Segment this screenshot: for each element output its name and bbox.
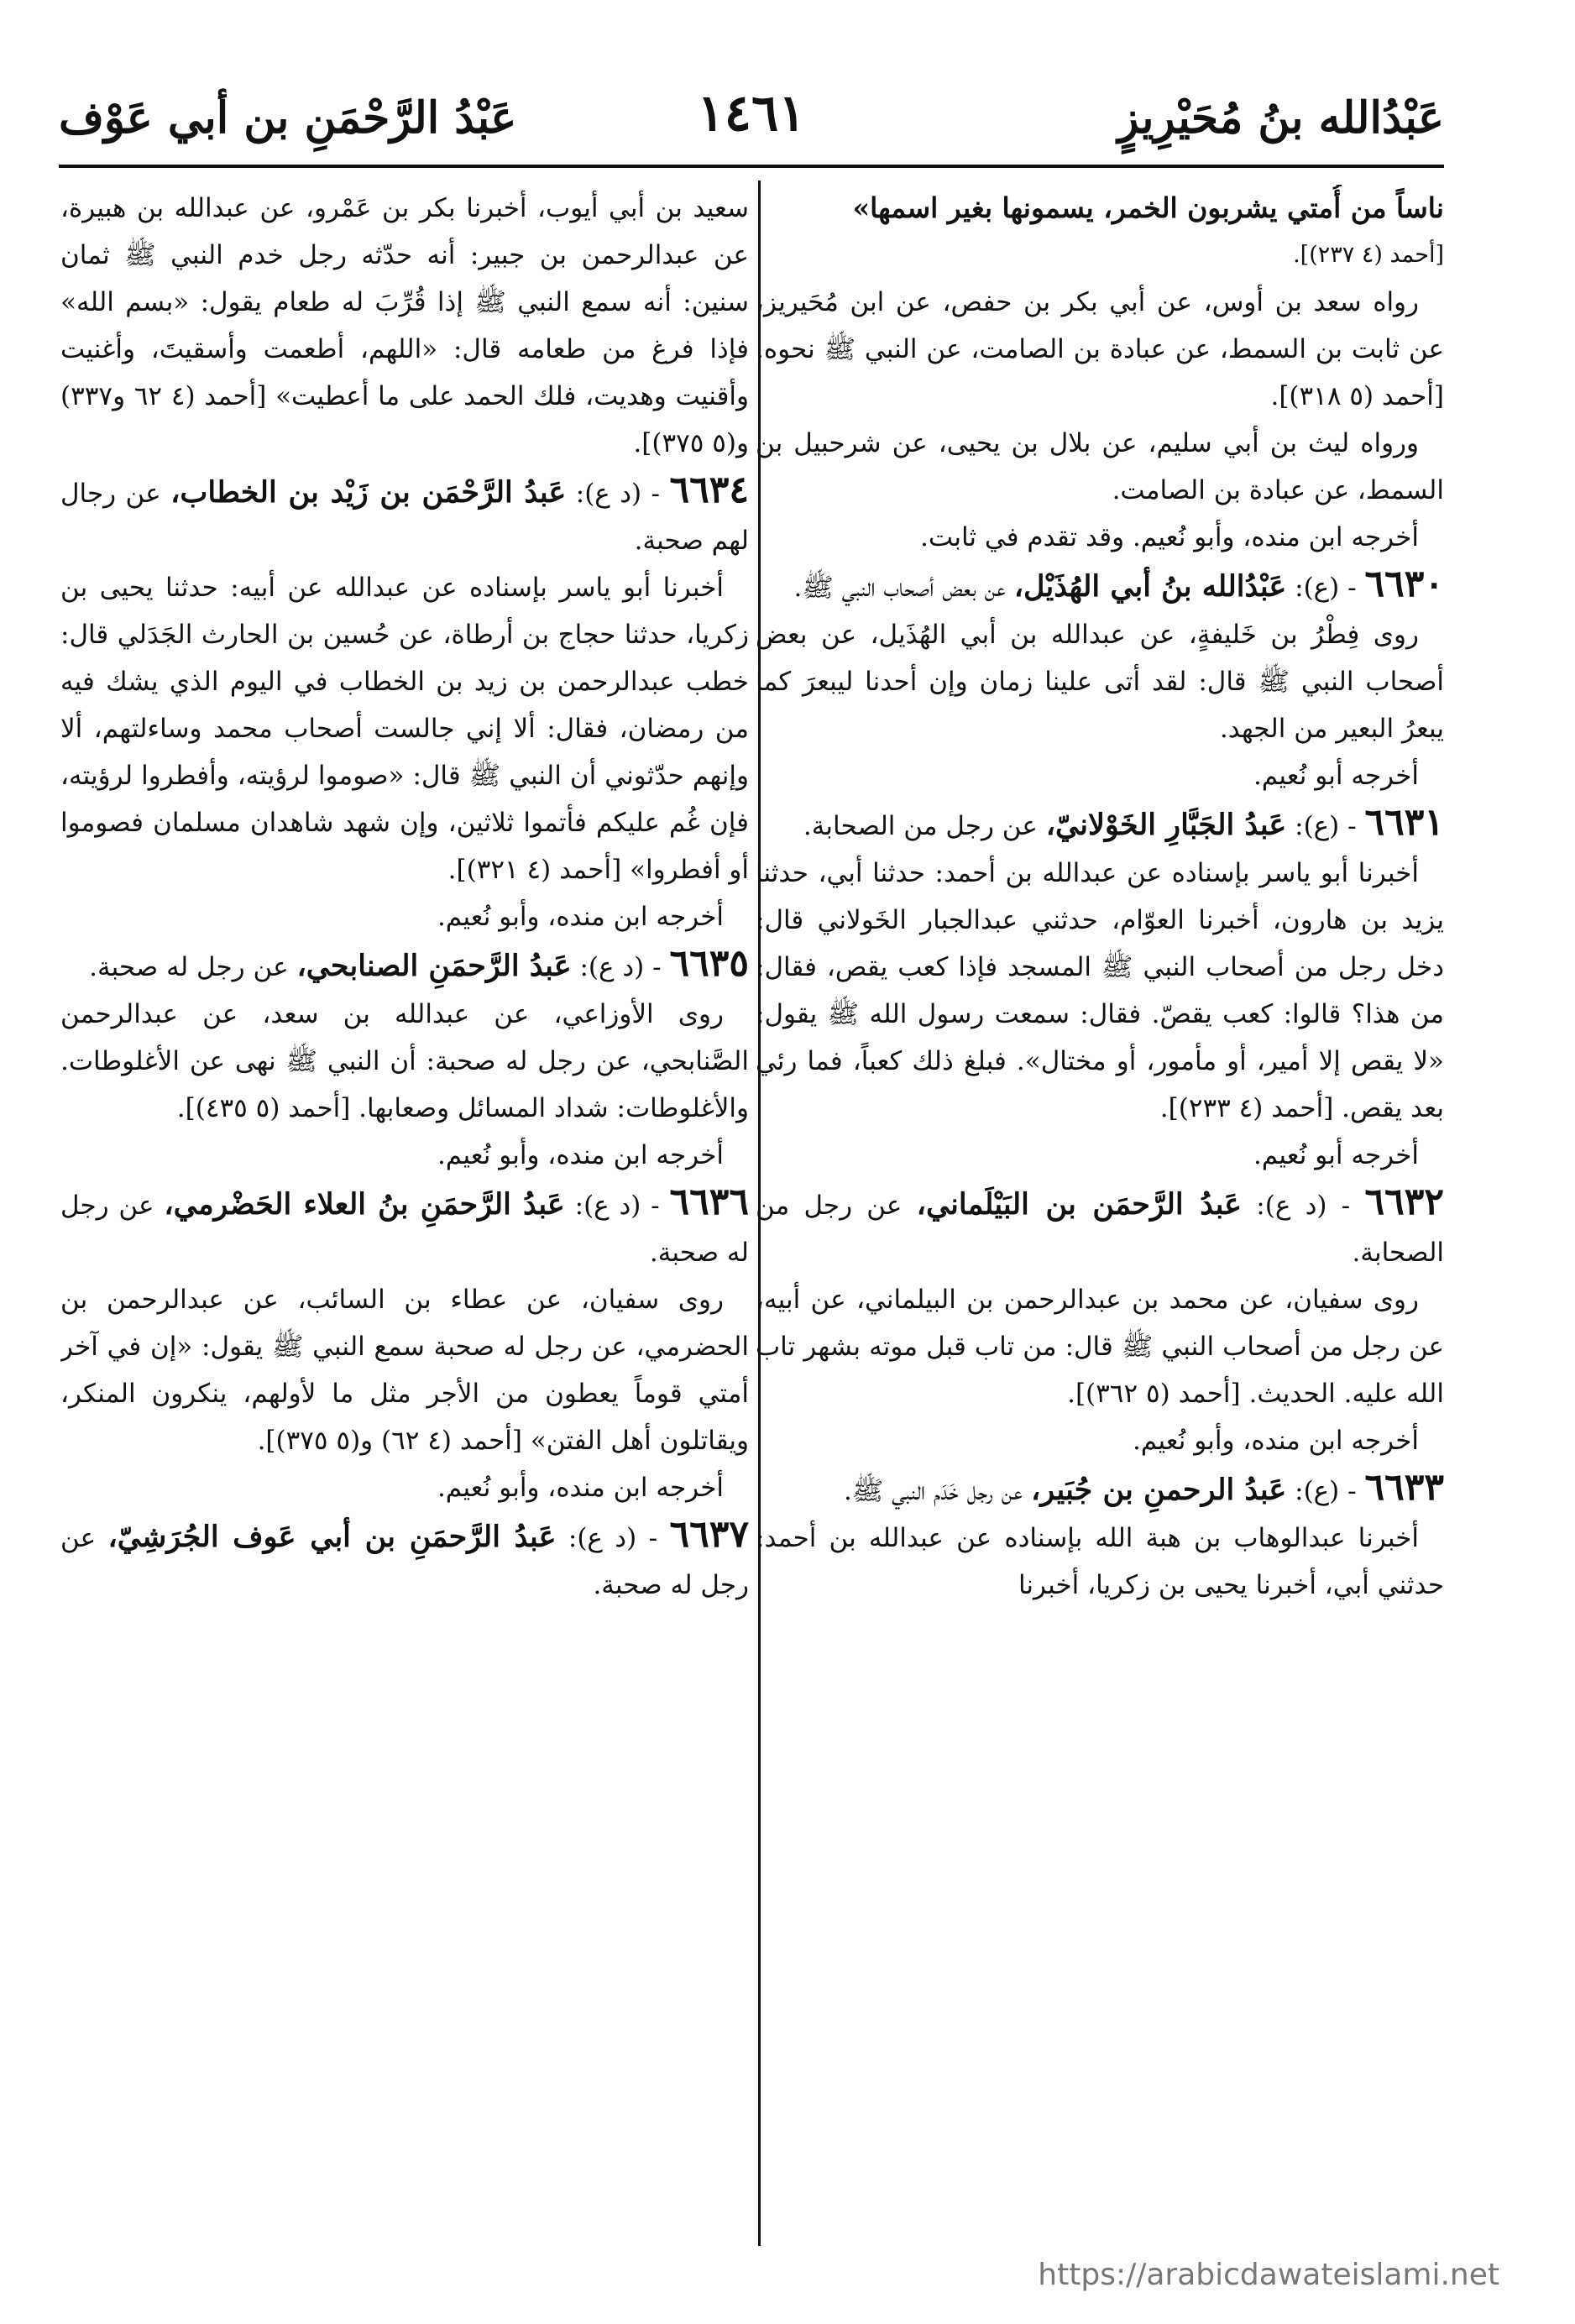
text-paragraph: [أحمد (٤ ٢٣٧)]. [1293,242,1444,268]
entry-description: عن رجل من الصحابة. [756,1191,1444,1268]
entry-name: عَبْدُالله بنُ أبي الهُذَيْل، [1013,569,1287,604]
text-paragraph: رواه سعد بن أوس، عن أبي بكر بن حفص، عن ابن مُحَيريز، عن ثابت بن السمط، عن عبادة بن الصامت، عن النبي ﷺ نحوه. [أحمد (٥ ٣١٨)]. [756,287,1444,411]
header-rule [59,165,1444,168]
entry-heading [756,1464,1444,1515]
text-paragraph: أخرجه ابن منده، وأبو نُعيم. [437,902,724,932]
entry-description: عن رجل له صحبة. [60,1191,749,1268]
text-paragraph: أخرجه ابن منده، وأبو نُعيم. وقد تقدم في ثابت. [920,522,1419,552]
entry-name: عَبدُ الرَّحمَنِ الصنابحي، [296,949,572,983]
entry-number: ٦٦٣٢ [1364,1180,1444,1223]
text-paragraph: أخبرنا عبدالوهاب بن هبة الله بإسناده عن عبدالله بن أحمد: حدثني أبي، أخبرنا يحيى بن زكريا، أخبرنا [756,1523,1444,1600]
text-paragraph: أخرجه ابن منده، وأبو نُعيم. [437,1140,724,1170]
text-paragraph: أخبرنا أبو ياسر بإسناده عن عبدالله عن أبيه: حدثنا يحيى بن زكريا، حدثنا حجاج بن أرطاة، عن حُسين بن الحارث الجَدَلي قال: خطب عبدالرحمن بن زيد بن الخطاب في اليوم الذي يشك فيه من رمضان، فقال: ألا إني جالست أصحاب محمد وساءلتهم، ألا وإنهم حدّثوني أن النبي ﷺ قال: «صوموا لرؤيته، وأفطروا لرؤيته، فإن غُم عليكم فأتموا ثلاثين، وإن شهد شاهدان مسلمان فصوموا أو أفطروا» [أحمد (٤ ٣٢١)]. [60,573,749,885]
entry-source-code: - (ع): [1295,1476,1357,1506]
entry-heading [756,1179,1444,1276]
entry-source-code: - (د ع): [579,952,662,982]
entry-source-code: - (ع): [1295,573,1357,603]
text-paragraph: روى فِطْرُ بن خَليفةٍ، عن عبدالله بن أبي الهُذَيل، عن بعض أصحاب النبي ﷺ قال: لقد أتى علينا زمان وإن أحدنا ليبعرَ كما يبعرُ البعير من الجهد. [756,620,1444,744]
entry-number: ٦٦٣٠ [1364,563,1444,605]
text-paragraph: أخرجه ابن منده، وأبو نُعيم. [437,1473,724,1503]
entry-name: عَبدُ الرحمنِ بن جُبَير، [1030,1473,1287,1507]
entry-heading [60,1511,749,1609]
entry-number: ٦٦٣٣ [1364,1466,1444,1509]
entry-number: ٦٦٣٥ [669,942,749,985]
entry-source-code: - (د ع): [1256,1191,1351,1221]
text-paragraph: روى سفيان، عن عطاء بن السائب، عن عبدالرحمن بن الحضرمي، عن رجل له صحبة سمع النبي ﷺ يقول: «إن في آخر أمتي قوماً يعطون من الأجر مثل ما لأولهم، ينكرون المنكر، ويقاتلون أهل الفتن» [أحمد (٤ ٦٢) و(٥ ٣٧٥)]. [60,1285,749,1456]
entry-name: عَبدُ الرَّحْمَن بن زَيْد بن الخطاب، [170,475,567,510]
text-paragraph: أخبرنا أبو ياسر بإسناده عن عبدالله بن أحمد: حدثنا أبي، حدثنا يزيد بن هارون، أخبرنا العوّام، حدثني عبدالجبار الخَولاني قال: دخل رجل من أصحاب النبي ﷺ المسجد فإذا كعب يقص، فقال: من هذا؟ قالوا: كعب يقصّ. فقال: سمعت رسول الله ﷺ يقول: «لا يقص إلا أمير، أو مأمور، أو مختال». فبلغ ذلك كعباً، فما رئي بعد يقص. [أحمد (٤ ٢٣٣)]. [756,858,1444,1123]
entry-name: عَبدُ الرَّحمَنِ بنُ العلاء الحَضْرمي، [164,1187,565,1222]
header-right-title: عَبْدُالله بنُ مُحَيْرِيزٍ [1117,92,1444,144]
entry-description: عن بعض أصحاب النبي ﷺ. [793,573,1006,603]
text-paragraph: ورواه ليث بن أبي سليم، عن بلال بن يحيى، عن شرحبيل بن السمط، عن عبادة بن الصامت. [756,428,1444,505]
entry-heading [60,1179,749,1276]
entry-number: ٦٦٣٦ [669,1180,749,1223]
entry-description: عن رجل من الصحابة. [803,811,1038,841]
entry-heading [756,561,1444,611]
entry-number: ٦٦٣٧ [669,1513,749,1556]
page-number: ١٤٦١ [697,84,806,143]
entry-description: عن رجل له صحبة. [60,1523,749,1600]
right-column [756,185,1444,2242]
page-header [59,84,1444,160]
entry-source-code: - (د ع): [574,1191,660,1221]
text-paragraph: روى سفيان، عن محمد بن عبدالرحمن بن البيلماني، عن أبيه، عن رجل من أصحاب النبي ﷺ قال: من تاب قبل موته بشهر تاب الله عليه. الحديث. [أحمد (٥ ٣٦٢)]. [756,1285,1444,1409]
entry-description: عن رجل خَدَم النبي ﷺ. [844,1476,1023,1506]
entry-source-code: - (د ع): [568,1523,658,1553]
text-paragraph: أخرجه ابن منده، وأبو نُعيم. [1132,1426,1419,1456]
entry-source-code: - (د ع): [575,479,661,509]
entry-description: عن رجل له صحبة. [89,952,289,982]
entry-number: ٦٦٣١ [1364,801,1444,844]
text-paragraph: ناساً من أُمتي يشربون الخمر، يسمونها بغير اسمها» [852,191,1444,224]
entry-name: عَبدُ الرَّحمَن بن البَيْلَماني، [916,1187,1243,1222]
left-column [60,185,749,2242]
column-divider [758,181,761,2246]
entry-heading [756,799,1444,850]
entry-description: عن رجال لهم صحبة. [60,479,749,556]
source-url[interactable]: https://arabicdawateislami.net [1038,2258,1499,2292]
entry-source-code: - (ع): [1295,811,1357,841]
text-paragraph: أخرجه أبو نُعيم. [1253,1140,1419,1170]
text-paragraph: روى الأوزاعي، عن عبدالله بن سعد، عن عبدالرحمن الصَّنابحي، عن رجل له صحبة: أن النبي ﷺ نهى عن الأغلوطات. والأغلوطات: شداد المسائل وصعابها. [أحمد (٥ ٤٣٥)]. [60,999,749,1123]
entry-name: عَبدُ الجَبَّارِ الخَوْلانيّ، [1045,808,1287,842]
entry-number: ٦٦٣٤ [669,468,749,511]
text-paragraph: أخرجه أبو نُعيم. [1253,761,1419,791]
entry-heading [60,940,749,991]
header-left-title: عَبْدُ الرَّحْمَنِ بن أبي عَوْف [59,92,517,144]
entry-name: عَبدُ الرَّحمَنِ بن أبي عَوف الجُرَشِيّ، [107,1520,557,1554]
text-paragraph: سعيد بن أبي أيوب، أخبرنا بكر بن عَمْرو، عن عبدالله بن هبيرة، عن عبدالرحمن بن جبير: أنه حدّثه رجل خدم النبي ﷺ ثمان سنين: أنه سمع النبي ﷺ إذا قُرِّبَ له طعام يقول: «بسم الله» فإذا فرغ من طعامه قال: «اللهم، أطعمت وأسقيتَ، وأغنيت وأقنيت وهديت، فلك الحمد على ما أعطيت» [أحمد (٤ ٦٢ و٣٣٧) و(٥ ٣٧٥)]. [60,193,749,458]
entry-heading [60,467,749,564]
